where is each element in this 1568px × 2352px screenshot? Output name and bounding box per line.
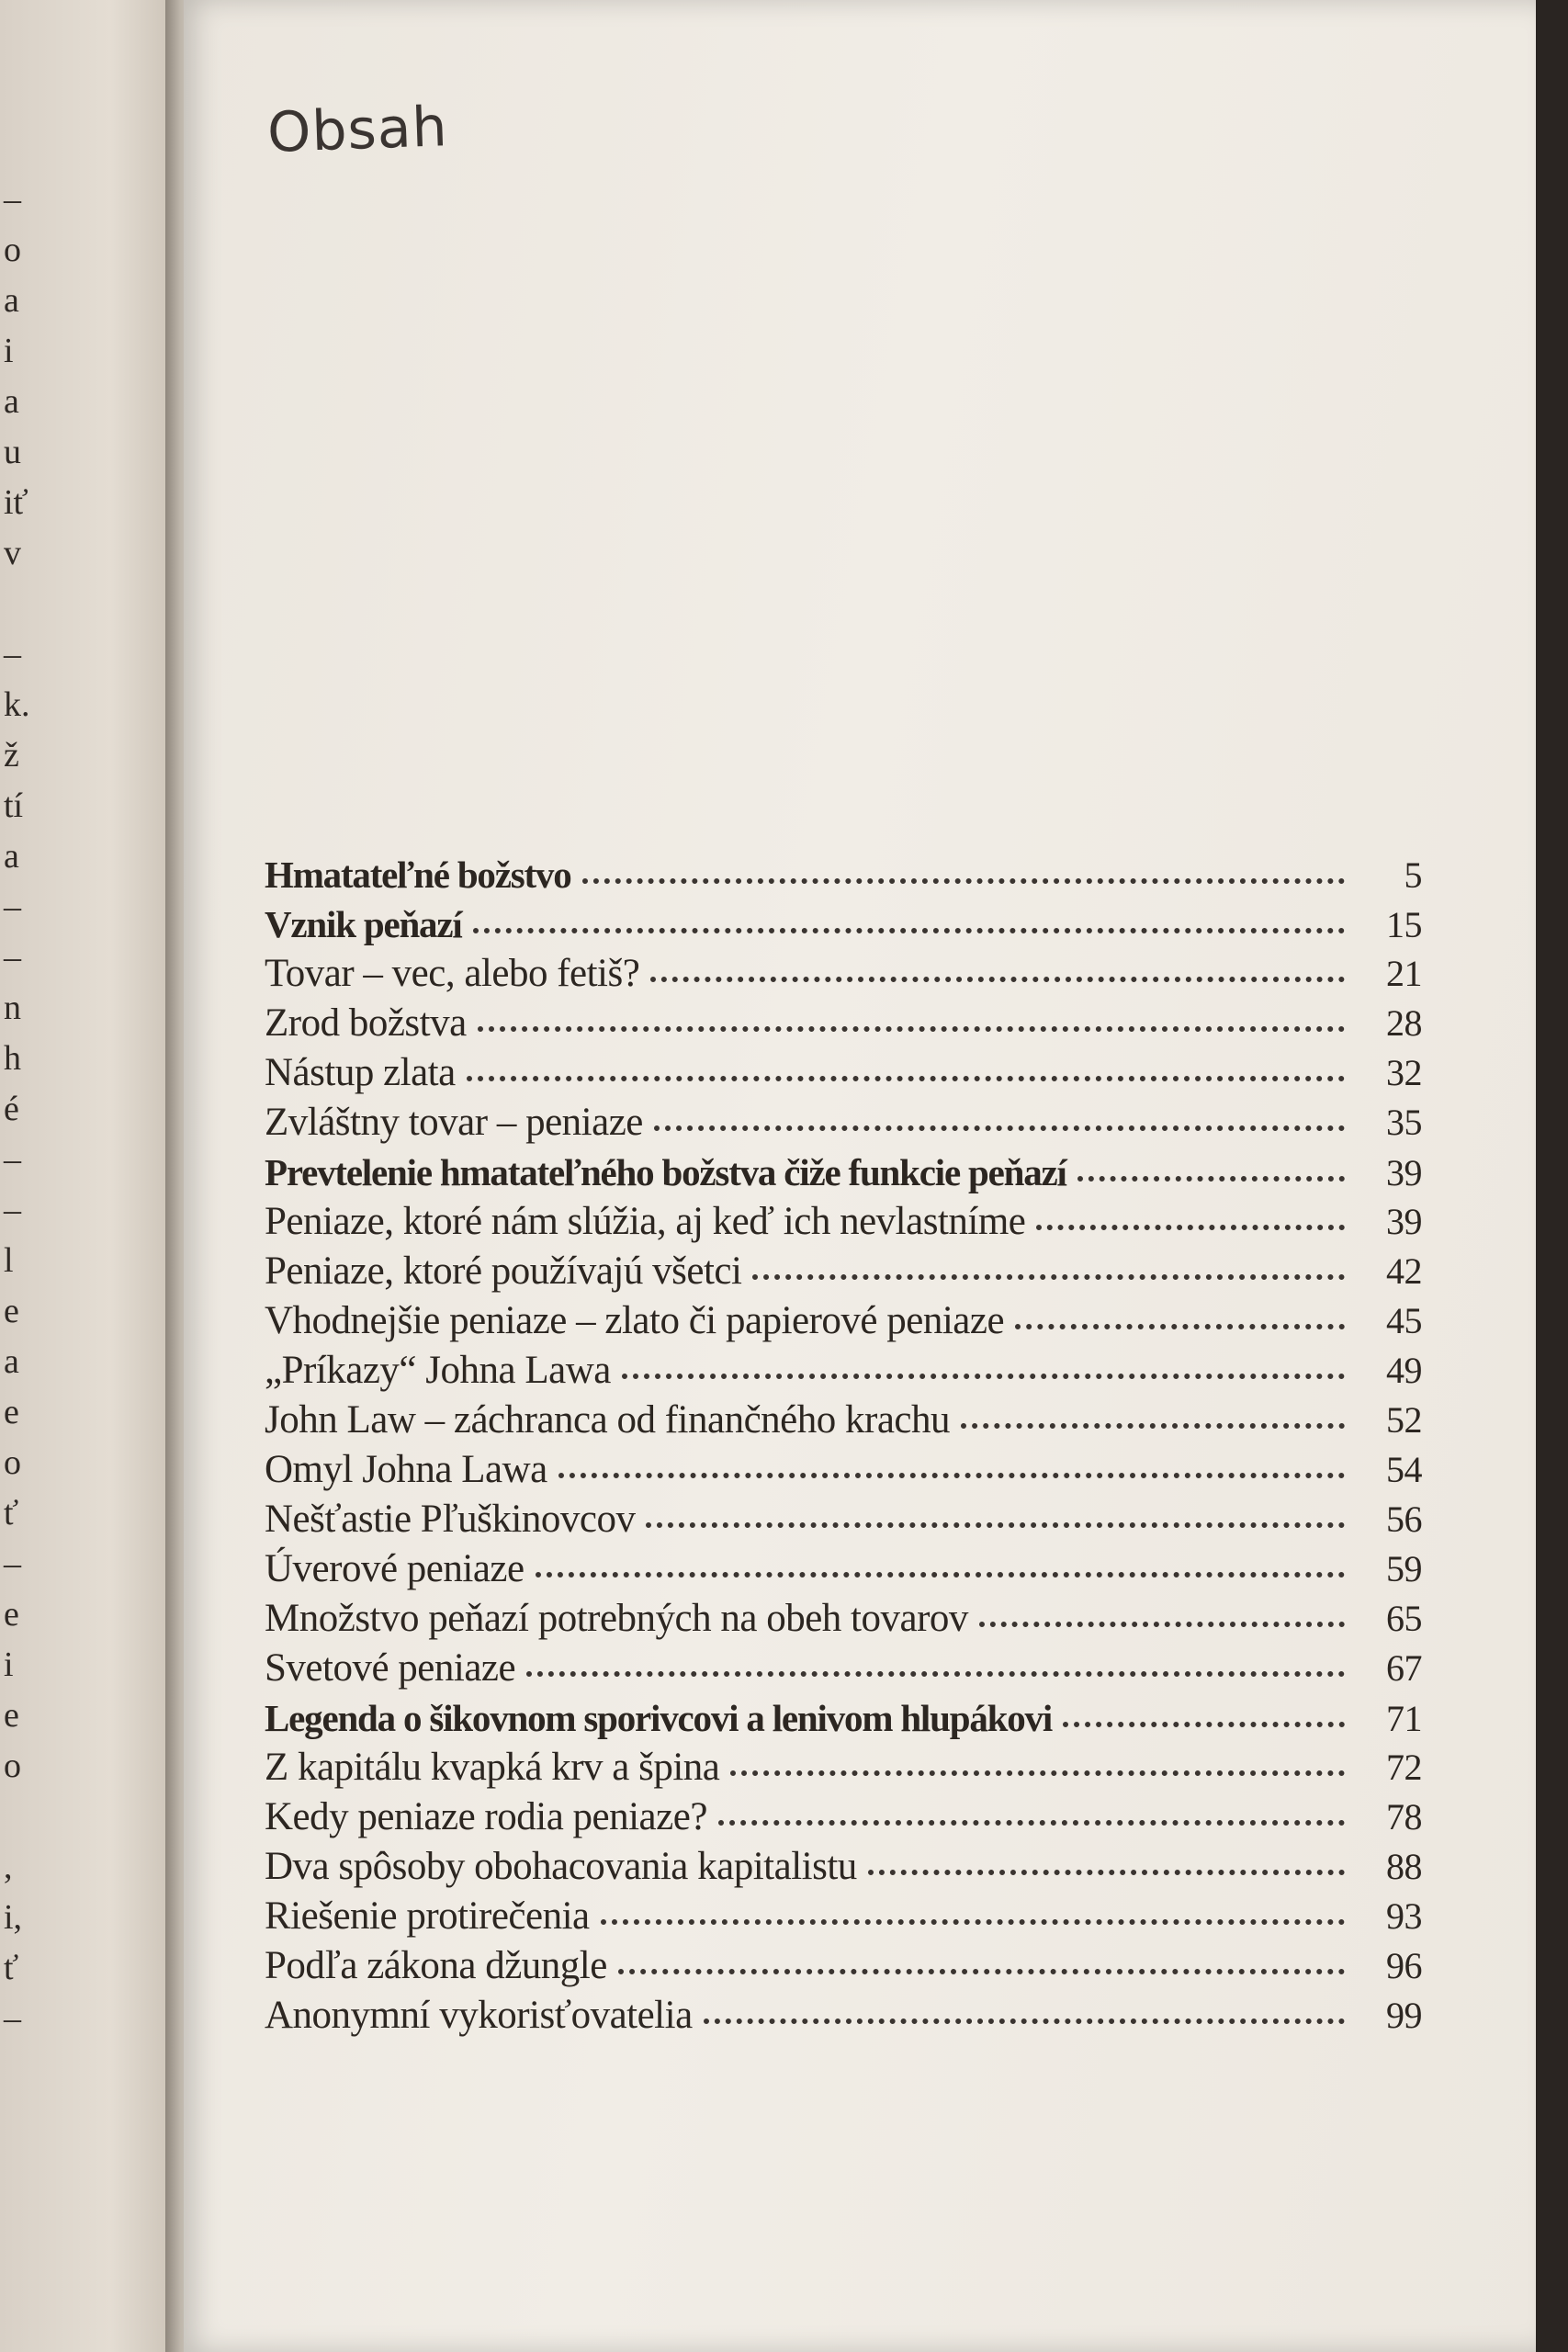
toc-entry bbox=[265, 899, 1422, 949]
toc-entry-page-number: 96 bbox=[1386, 1945, 1422, 1986]
left-page-fragment: i, bbox=[4, 1898, 23, 1937]
toc-entry bbox=[265, 1842, 1422, 1892]
toc-entry bbox=[265, 1048, 1422, 1098]
toc-entry-page-number: 15 bbox=[1386, 904, 1422, 945]
toc-entry-page-number: 54 bbox=[1386, 1449, 1422, 1490]
left-page-fragment: – bbox=[4, 938, 21, 977]
toc-entry bbox=[265, 1346, 1422, 1396]
toc-entry-title: Zrod božstva bbox=[265, 1001, 467, 1045]
toc-entry-page-number: 71 bbox=[1386, 1698, 1422, 1739]
dot-leader bbox=[650, 977, 1345, 982]
left-page-fragment: h bbox=[4, 1039, 21, 1078]
left-page-text-fragments bbox=[0, 175, 37, 2044]
dot-leader bbox=[1077, 1176, 1345, 1182]
dot-leader bbox=[582, 878, 1345, 884]
toc-entry-page-number: 45 bbox=[1386, 1300, 1422, 1341]
left-page-fragment: – bbox=[4, 1544, 21, 1583]
toc-entry bbox=[265, 1743, 1422, 1792]
toc-entry-page-number: 93 bbox=[1386, 1895, 1422, 1937]
toc-entry bbox=[265, 1693, 1422, 1743]
toc-entry bbox=[265, 1792, 1422, 1842]
toc-entry-title: Nešťastie Pľuškinovcov bbox=[265, 1498, 636, 1541]
dot-leader bbox=[536, 1572, 1345, 1577]
dot-leader bbox=[654, 1125, 1345, 1131]
left-page bbox=[0, 0, 184, 2352]
left-page-fragment: o bbox=[4, 1443, 21, 1482]
toc-entry-title: Kedy peniaze rodia peniaze? bbox=[265, 1795, 707, 1838]
dot-leader bbox=[1015, 1324, 1345, 1329]
toc-entry-page-number: 88 bbox=[1386, 1846, 1422, 1887]
toc-entry-title: Prevtelenie hmatateľného božstva čiže funkcie peňazí bbox=[265, 1151, 1066, 1193]
left-page-fragment: e bbox=[4, 1595, 19, 1634]
dot-leader bbox=[467, 1076, 1345, 1081]
left-page-fragment: ť bbox=[4, 1949, 19, 1987]
dot-leader bbox=[622, 1374, 1345, 1379]
dot-leader bbox=[868, 1870, 1345, 1875]
toc-entry bbox=[265, 1098, 1422, 1148]
toc-entry bbox=[265, 1445, 1422, 1495]
dot-leader bbox=[718, 1820, 1345, 1826]
toc-entry bbox=[265, 850, 1422, 899]
left-page-fragment: e bbox=[4, 1393, 19, 1431]
toc-entry-page-number: 42 bbox=[1386, 1250, 1422, 1292]
contents-page bbox=[184, 0, 1543, 2352]
toc-entry-title: Tovar – vec, alebo fetiš? bbox=[265, 952, 640, 995]
toc-entry-title: Hmatateľné božstvo bbox=[265, 854, 571, 896]
dot-leader bbox=[526, 1671, 1345, 1677]
toc-entry-title: John Law – záchranca od finančného krachu bbox=[265, 1398, 950, 1442]
toc-entry-title: Podľa zákona džungle bbox=[265, 1944, 607, 1987]
toc-entry-title: Vhodnejšie peniaze – zlato či papierové peniaze bbox=[265, 1299, 1005, 1342]
toc-entry-title: Svetové peniaze bbox=[265, 1646, 516, 1690]
left-page-fragment: a bbox=[4, 281, 19, 320]
toc-entry-title: Peniaze, ktoré používajú všetci bbox=[265, 1250, 742, 1293]
toc-entry-title: Riešenie protirečenia bbox=[265, 1894, 590, 1938]
toc-entry-page-number: 72 bbox=[1386, 1747, 1422, 1788]
toc-entry-page-number: 28 bbox=[1386, 1002, 1422, 1044]
page-edge bbox=[1536, 0, 1568, 2352]
toc-entry-page-number: 67 bbox=[1386, 1647, 1422, 1689]
toc-entry-page-number: 78 bbox=[1386, 1796, 1422, 1838]
left-page-fragment bbox=[0, 1792, 37, 1842]
left-page-fragment: ť bbox=[4, 1494, 19, 1532]
left-page-fragment: – bbox=[4, 180, 21, 219]
dot-leader bbox=[1036, 1225, 1345, 1230]
left-page-fragment: i bbox=[4, 332, 14, 370]
left-page-fragment: é bbox=[4, 1090, 19, 1128]
dot-leader bbox=[730, 1770, 1345, 1776]
dot-leader bbox=[473, 928, 1345, 933]
toc-entry bbox=[265, 1296, 1422, 1346]
toc-entry bbox=[265, 1941, 1422, 1991]
toc-entry-title: Z kapitálu kvapká krv a špina bbox=[265, 1746, 720, 1789]
toc-entry-page-number: 49 bbox=[1386, 1350, 1422, 1391]
toc-entry bbox=[265, 1247, 1422, 1296]
left-page-fragment: v bbox=[4, 534, 21, 572]
left-page-fragment: – bbox=[4, 1140, 21, 1179]
toc-entry-title: Zvláštny tovar – peniaze bbox=[265, 1101, 643, 1144]
left-page-fragment: i bbox=[4, 1645, 14, 1684]
left-page-fragment: – bbox=[4, 1999, 21, 2038]
table-of-contents bbox=[265, 850, 1422, 2041]
left-page-fragment: u bbox=[4, 433, 21, 471]
left-page-fragment: o bbox=[4, 1747, 21, 1785]
toc-entry-page-number: 99 bbox=[1386, 1995, 1422, 2036]
toc-entry-page-number: 39 bbox=[1386, 1152, 1422, 1193]
dot-leader bbox=[601, 1919, 1345, 1925]
toc-entry bbox=[265, 1544, 1422, 1594]
left-page-fragment: , bbox=[4, 1848, 13, 1886]
left-page-fragment bbox=[0, 579, 37, 629]
left-page-fragment: a bbox=[4, 1342, 19, 1381]
toc-entry bbox=[265, 999, 1422, 1048]
toc-entry bbox=[265, 1495, 1422, 1544]
dot-leader bbox=[704, 2018, 1345, 2024]
dot-leader bbox=[979, 1622, 1345, 1627]
left-page-fragment: a bbox=[4, 382, 19, 421]
dot-leader bbox=[1063, 1722, 1345, 1727]
toc-entry-title: Anonymní vykorisťovatelia bbox=[265, 1994, 693, 2037]
left-page-fragment: n bbox=[4, 989, 21, 1027]
toc-entry bbox=[265, 1594, 1422, 1644]
dot-leader bbox=[618, 1969, 1345, 1974]
toc-entry-title: Legenda o šikovnom sporivcovi a lenivom hlupákovi bbox=[265, 1697, 1053, 1739]
toc-entry-title: Nástup zlata bbox=[265, 1051, 456, 1094]
toc-entry-title: Úverové peniaze bbox=[265, 1547, 525, 1590]
left-page-fragment: o bbox=[4, 231, 21, 269]
toc-entry-page-number: 59 bbox=[1386, 1548, 1422, 1589]
toc-entry bbox=[265, 1396, 1422, 1445]
toc-entry bbox=[265, 1197, 1422, 1247]
toc-entry-page-number: 39 bbox=[1386, 1201, 1422, 1242]
dot-leader bbox=[961, 1423, 1345, 1429]
dot-leader bbox=[646, 1522, 1345, 1528]
toc-entry bbox=[265, 1892, 1422, 1941]
toc-entry-title: Omyl Johna Lawa bbox=[265, 1448, 547, 1491]
dot-leader bbox=[558, 1473, 1345, 1478]
toc-entry bbox=[265, 1148, 1422, 1197]
left-page-fragment: – bbox=[4, 888, 21, 926]
toc-entry-page-number: 32 bbox=[1386, 1052, 1422, 1093]
toc-entry-title: „Príkazy“ Johna Lawa bbox=[265, 1349, 611, 1392]
toc-entry-title: Peniaze, ktoré nám slúžia, aj keď ich nevlastníme bbox=[265, 1200, 1026, 1243]
page-title: Obsah bbox=[266, 95, 449, 165]
left-page-fragment: tí bbox=[4, 786, 24, 825]
toc-entry-page-number: 5 bbox=[1404, 854, 1422, 896]
left-page-fragment: e bbox=[4, 1696, 19, 1735]
toc-entry-title: Množstvo peňazí potrebných na obeh tovarov bbox=[265, 1597, 968, 1640]
toc-entry bbox=[265, 1644, 1422, 1693]
left-page-fragment: ž bbox=[4, 736, 19, 775]
toc-entry-title: Dva spôsoby obohacovania kapitalistu bbox=[265, 1845, 857, 1888]
dot-leader bbox=[478, 1026, 1345, 1032]
left-page-fragment: k. bbox=[4, 685, 30, 724]
toc-entry-page-number: 65 bbox=[1386, 1598, 1422, 1639]
toc-entry bbox=[265, 1991, 1422, 2041]
left-page-fragment: e bbox=[4, 1292, 19, 1330]
toc-entry-page-number: 52 bbox=[1386, 1399, 1422, 1441]
dot-leader bbox=[752, 1274, 1345, 1280]
toc-entry bbox=[265, 949, 1422, 999]
toc-entry-page-number: 21 bbox=[1386, 953, 1422, 994]
toc-entry-page-number: 56 bbox=[1386, 1498, 1422, 1540]
left-page-fragment: a bbox=[4, 837, 19, 876]
toc-entry-title: Vznik peňazí bbox=[265, 903, 462, 945]
left-page-fragment: iť bbox=[4, 483, 28, 522]
left-page-fragment: l bbox=[4, 1241, 14, 1280]
left-page-fragment: – bbox=[4, 635, 21, 673]
left-page-fragment: – bbox=[4, 1191, 21, 1229]
toc-entry-page-number: 35 bbox=[1386, 1102, 1422, 1143]
